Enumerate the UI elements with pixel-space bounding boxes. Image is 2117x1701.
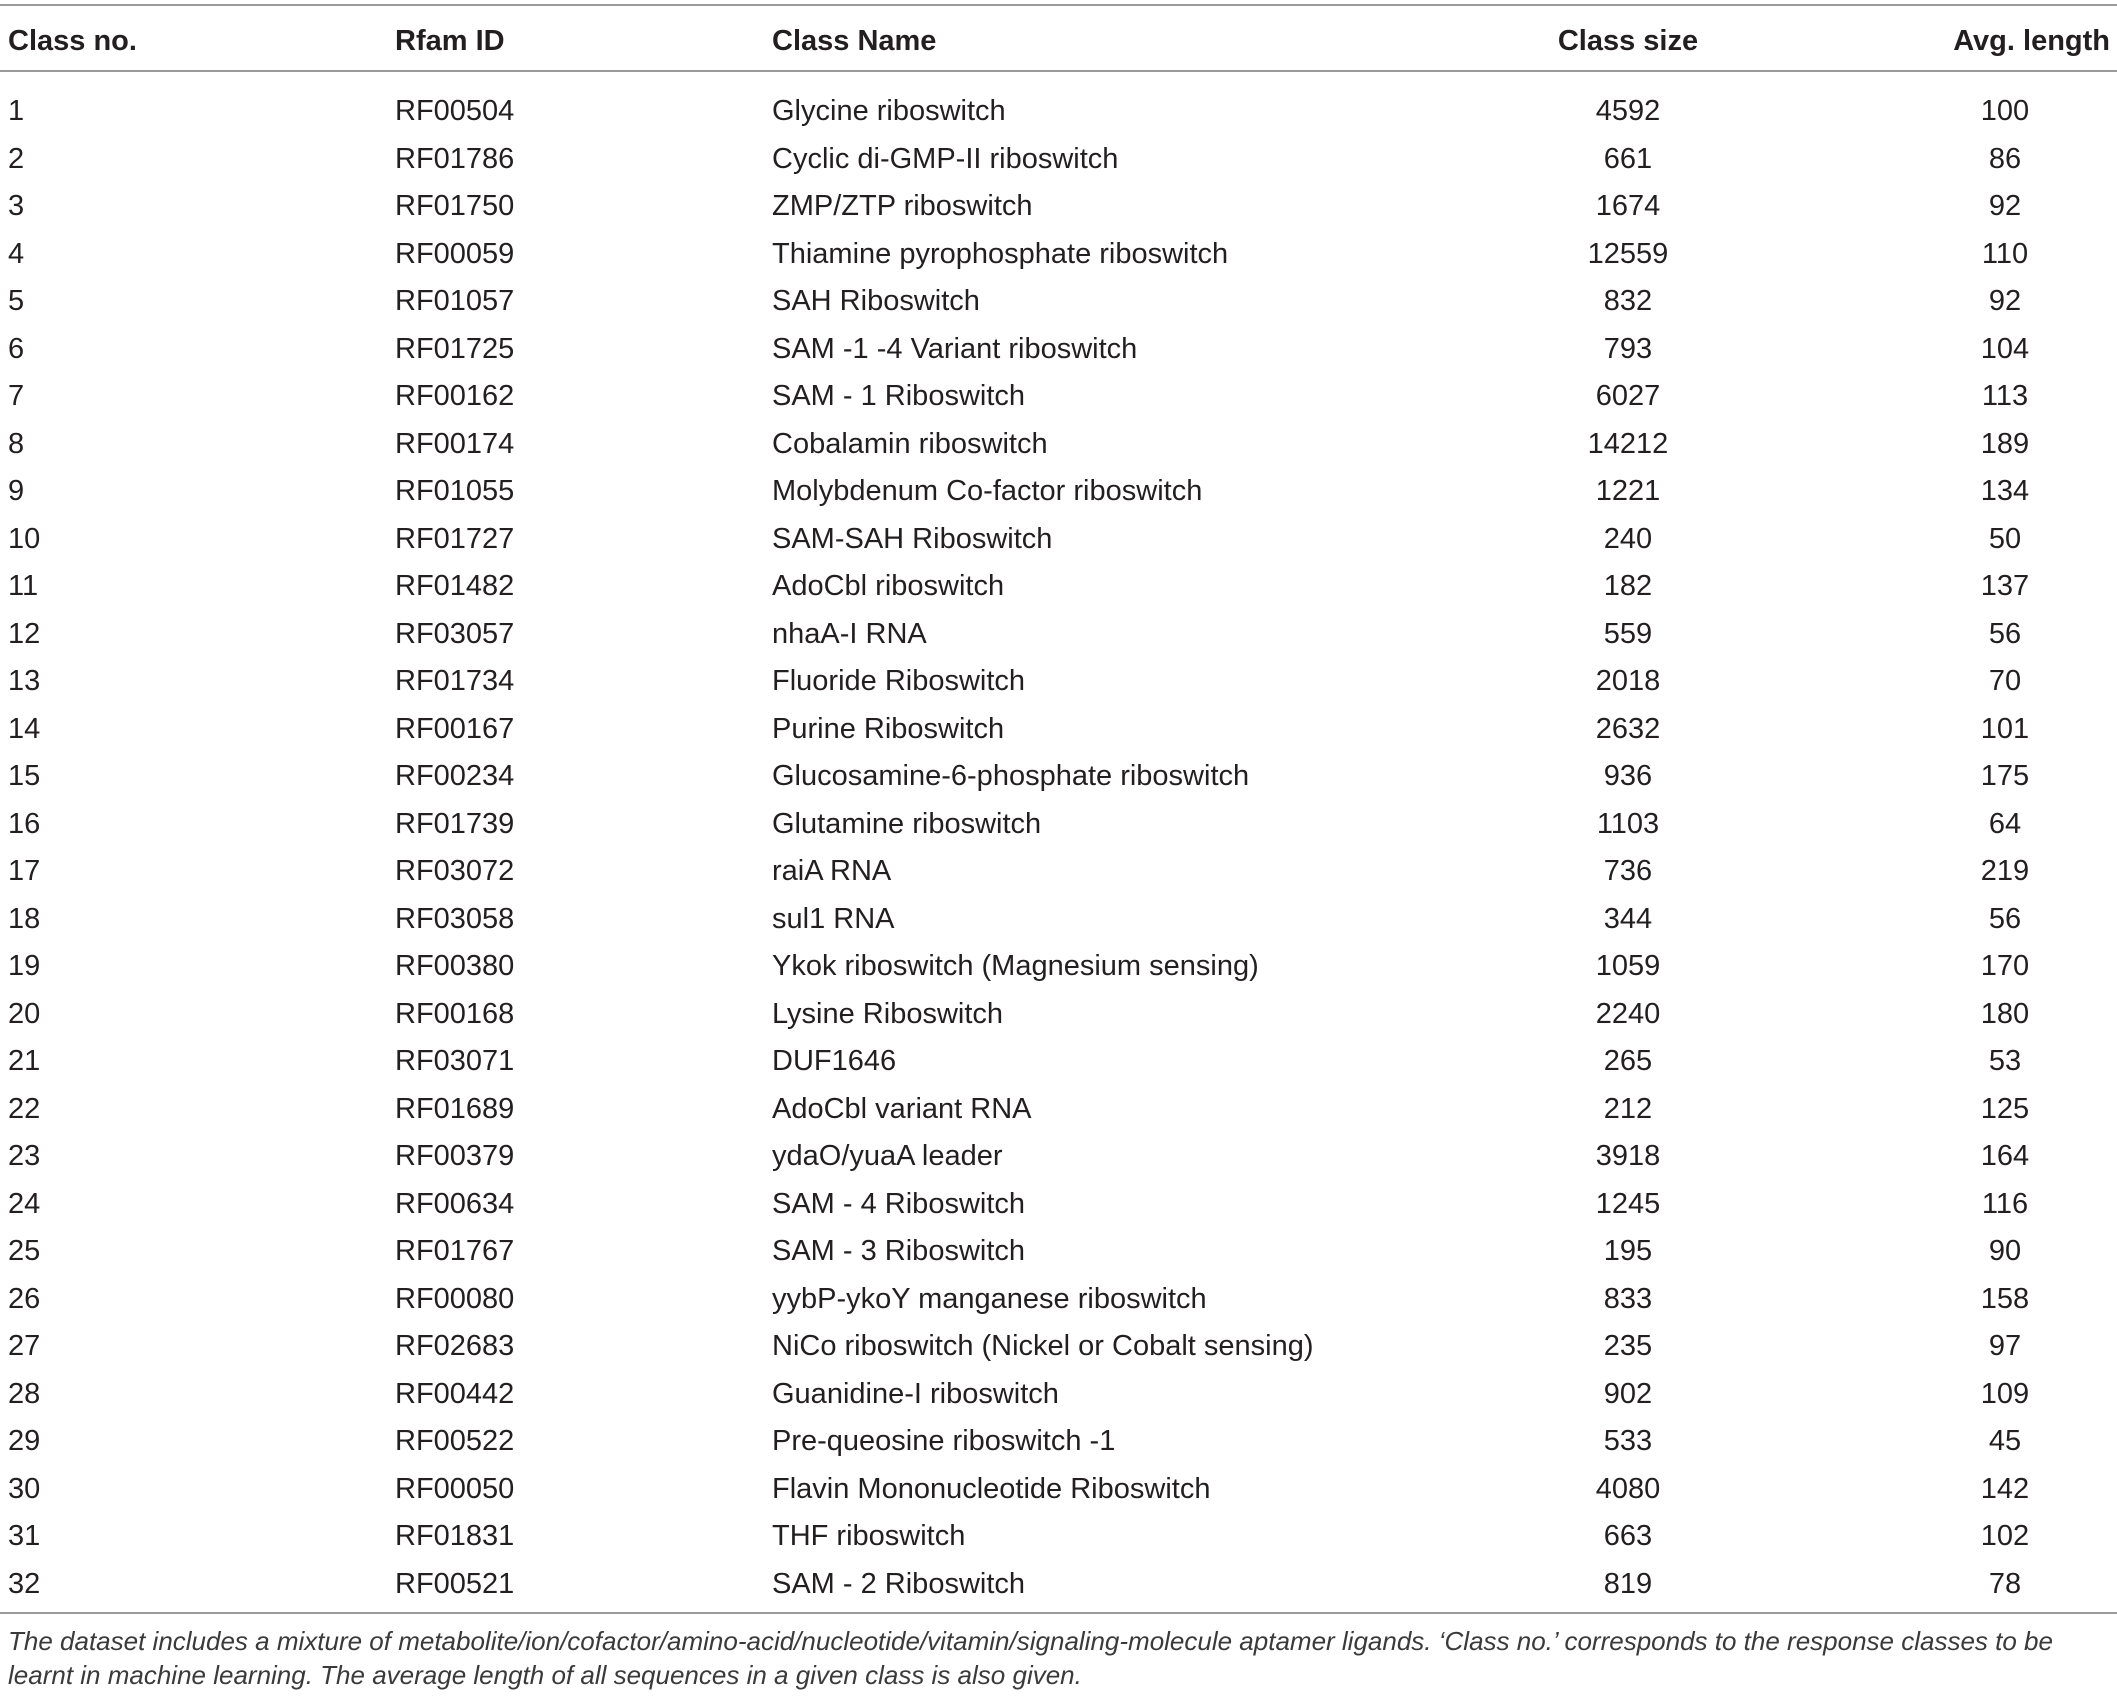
cell-rfam-id: RF00504 — [395, 95, 515, 127]
table-row — [0, 1038, 2117, 1085]
cell-class-size: 661 — [1603, 142, 1653, 175]
cell-avg-length: 142 — [1980, 1472, 2030, 1505]
cell-class-name: raiA RNA — [772, 855, 892, 887]
cell-class-name: SAM -1 -4 Variant riboswitch — [772, 332, 1138, 365]
cell-avg-length: 56 — [1988, 617, 2022, 650]
cell-rfam-id: RF01786 — [395, 142, 515, 175]
cell-class-size: 736 — [1603, 855, 1653, 887]
table-header-row — [0, 18, 2117, 65]
table-row — [0, 1371, 2117, 1418]
cell-class-no: 18 — [8, 902, 41, 935]
cell-class-size: 833 — [1603, 1282, 1653, 1315]
cell-class-name: Cyclic di-GMP-II riboswitch — [772, 142, 1119, 175]
cell-avg-length: 113 — [1981, 380, 2029, 412]
cell-class-size: 1245 — [1595, 1187, 1661, 1220]
table-row — [0, 658, 2117, 705]
cell-rfam-id: RF00174 — [395, 427, 515, 460]
table-top-rule — [0, 4, 2117, 6]
cell-class-size: 559 — [1603, 617, 1653, 650]
table-row — [0, 801, 2117, 848]
cell-class-size: 4592 — [1595, 95, 1661, 127]
table-row — [0, 943, 2117, 990]
cell-class-no: 22 — [8, 1092, 41, 1125]
cell-rfam-id: RF01689 — [395, 1092, 515, 1125]
table-row — [0, 516, 2117, 563]
cell-class-name: nhaA-I RNA — [772, 617, 927, 650]
cell-class-no: 12 — [8, 617, 41, 650]
cell-class-no: 24 — [8, 1187, 41, 1220]
cell-class-name: Glutamine riboswitch — [772, 807, 1042, 840]
cell-class-size: 6027 — [1595, 380, 1661, 412]
cell-class-no: 14 — [8, 712, 41, 745]
cell-class-name: ydaO/yuaA leader — [772, 1140, 1003, 1172]
cell-avg-length: 102 — [1980, 1520, 2030, 1552]
cell-class-size: 3918 — [1595, 1140, 1661, 1172]
cell-class-no: 30 — [8, 1472, 41, 1505]
cell-class-no: 1 — [8, 95, 25, 127]
cell-class-name: Glycine riboswitch — [772, 95, 1006, 127]
cell-class-name: Pre-queosine riboswitch -1 — [772, 1425, 1116, 1457]
cell-class-size: 265 — [1603, 1045, 1653, 1077]
cell-class-size: 2240 — [1595, 997, 1661, 1030]
cell-class-name: SAM - 2 Riboswitch — [772, 1567, 1026, 1600]
table-header-rule — [0, 70, 2117, 72]
cell-rfam-id: RF01482 — [395, 570, 515, 602]
cell-avg-length: 78 — [1988, 1567, 2022, 1600]
cell-class-no: 28 — [8, 1377, 41, 1410]
cell-rfam-id: RF03071 — [395, 1045, 515, 1077]
cell-class-no: 19 — [8, 950, 41, 982]
cell-class-size: 2632 — [1595, 712, 1661, 745]
cell-avg-length: 92 — [1988, 190, 2022, 222]
cell-class-no: 31 — [8, 1520, 41, 1552]
cell-avg-length: 109 — [1980, 1377, 2030, 1410]
cell-class-name: SAM - 3 Riboswitch — [772, 1235, 1026, 1267]
cell-class-name: Molybdenum Co-factor riboswitch — [772, 475, 1203, 507]
table-row — [0, 611, 2117, 658]
cell-class-no: 21 — [8, 1045, 41, 1077]
cell-class-no: 26 — [8, 1282, 41, 1315]
cell-class-size: 2018 — [1595, 665, 1661, 697]
cell-class-name: SAM-SAH Riboswitch — [772, 522, 1053, 555]
cell-class-size: 819 — [1603, 1567, 1653, 1600]
cell-class-no: 8 — [8, 427, 25, 460]
cell-class-no: 20 — [8, 997, 41, 1030]
cell-class-no: 13 — [8, 665, 41, 697]
cell-class-size: 195 — [1603, 1235, 1653, 1267]
cell-rfam-id: RF00162 — [395, 380, 515, 412]
cell-class-size: 12559 — [1587, 237, 1669, 270]
cell-class-no: 32 — [8, 1567, 41, 1600]
cell-class-size: 235 — [1603, 1330, 1653, 1362]
cell-rfam-id: RF00080 — [395, 1282, 515, 1315]
cell-avg-length: 104 — [1980, 332, 2030, 365]
cell-class-no: 27 — [8, 1330, 41, 1362]
cell-rfam-id: RF03057 — [395, 617, 515, 650]
header-class-no: Class no. — [8, 25, 137, 57]
cell-class-no: 2 — [8, 142, 25, 175]
cell-class-size: 936 — [1603, 760, 1653, 792]
table-row — [0, 1418, 2117, 1465]
cell-rfam-id: RF01767 — [395, 1235, 515, 1267]
cell-class-size: 793 — [1603, 332, 1653, 365]
cell-avg-length: 134 — [1980, 475, 2030, 507]
table-row — [0, 421, 2117, 468]
cell-rfam-id: RF01727 — [395, 522, 515, 555]
cell-rfam-id: RF01750 — [395, 190, 515, 222]
table-caption: The dataset includes a mixture of metabolite/ion/cofactor/amino-acid/nucleotide/vitamin/signaling-molecule aptamer ligands. ‘Class no.’ corresponds to the response classes to be learnt in machine learning. The average length of all sequences in a given class is also given. — [8, 1626, 2053, 1690]
cell-class-size: 1103 — [1596, 807, 1660, 840]
cell-avg-length: 86 — [1988, 142, 2022, 175]
cell-class-size: 902 — [1603, 1377, 1653, 1410]
table-row — [0, 373, 2117, 420]
cell-avg-length: 64 — [1988, 807, 2022, 840]
table-row — [0, 136, 2117, 183]
cell-class-name: DUF1646 — [772, 1045, 897, 1077]
cell-avg-length: 189 — [1980, 427, 2030, 460]
cell-avg-length: 100 — [1980, 95, 2030, 127]
cell-avg-length: 137 — [1980, 570, 2030, 602]
cell-class-name: sul1 RNA — [772, 902, 895, 935]
cell-class-name: Guanidine-I riboswitch — [772, 1377, 1059, 1410]
cell-rfam-id: RF01739 — [395, 807, 515, 840]
cell-class-name: Lysine Riboswitch — [772, 997, 1004, 1030]
table-row — [0, 278, 2117, 325]
table-row — [0, 706, 2117, 753]
table-row — [0, 1133, 2117, 1180]
cell-rfam-id: RF01057 — [395, 285, 515, 317]
table-row — [0, 1228, 2117, 1275]
cell-rfam-id: RF00167 — [395, 712, 515, 745]
cell-avg-length: 50 — [1988, 522, 2022, 555]
cell-class-size: 240 — [1603, 522, 1653, 555]
table-row — [0, 1323, 2117, 1370]
cell-avg-length: 116 — [1981, 1187, 2029, 1220]
cell-avg-length: 110 — [1981, 237, 2029, 270]
cell-rfam-id: RF00059 — [395, 237, 515, 270]
header-class-name: Class Name — [772, 25, 937, 57]
cell-class-name: THF riboswitch — [772, 1520, 966, 1552]
cell-rfam-id: RF00379 — [395, 1140, 515, 1172]
cell-class-size: 663 — [1603, 1520, 1653, 1552]
cell-avg-length: 158 — [1980, 1282, 2030, 1315]
cell-rfam-id: RF00050 — [395, 1472, 515, 1505]
cell-avg-length: 56 — [1988, 902, 2022, 935]
table-row — [0, 1513, 2117, 1560]
cell-avg-length: 175 — [1980, 760, 2030, 792]
cell-class-size: 1674 — [1595, 190, 1661, 222]
cell-class-size: 1221 — [1595, 475, 1661, 507]
cell-class-no: 4 — [8, 237, 25, 270]
cell-class-name: Thiamine pyrophosphate riboswitch — [772, 237, 1229, 270]
table-row — [0, 896, 2117, 943]
cell-rfam-id: RF01055 — [395, 475, 515, 507]
cell-class-name: AdoCbl variant RNA — [772, 1092, 1032, 1125]
table-row — [0, 326, 2117, 373]
table-row — [0, 1276, 2117, 1323]
cell-class-no: 7 — [8, 380, 25, 412]
cell-rfam-id: RF03072 — [395, 855, 515, 887]
cell-class-name: Ykok riboswitch (Magnesium sensing) — [772, 950, 1259, 982]
header-class-size: Class size — [1557, 25, 1699, 57]
cell-class-no: 3 — [8, 190, 25, 222]
cell-class-no: 15 — [8, 760, 41, 792]
cell-class-no: 17 — [8, 855, 41, 887]
table-row — [0, 468, 2117, 515]
cell-class-no: 11 — [8, 570, 39, 602]
table-row — [0, 88, 2117, 135]
table-bottom-rule — [0, 1612, 2117, 1614]
cell-class-name: SAM - 1 Riboswitch — [772, 380, 1026, 412]
cell-rfam-id: RF00168 — [395, 997, 515, 1030]
cell-avg-length: 92 — [1988, 285, 2022, 317]
table-row — [0, 183, 2117, 230]
cell-avg-length: 101 — [1980, 712, 2030, 745]
cell-avg-length: 53 — [1988, 1045, 2022, 1077]
cell-class-size: 14212 — [1587, 427, 1669, 460]
cell-class-size: 1059 — [1595, 950, 1661, 982]
cell-class-name: yybP-ykoY manganese riboswitch — [772, 1282, 1207, 1315]
cell-class-size: 832 — [1603, 285, 1653, 317]
cell-avg-length: 90 — [1988, 1235, 2022, 1267]
cell-class-name: Purine Riboswitch — [772, 712, 1005, 745]
cell-class-name: AdoCbl riboswitch — [772, 570, 1005, 602]
table-row — [0, 231, 2117, 278]
cell-rfam-id: RF00521 — [395, 1567, 515, 1600]
cell-class-no: 6 — [8, 332, 25, 365]
header-rfam-id: Rfam ID — [395, 25, 505, 57]
cell-rfam-id: RF03058 — [395, 902, 515, 935]
table-row — [0, 848, 2117, 895]
cell-class-no: 10 — [8, 522, 41, 555]
cell-avg-length: 125 — [1980, 1092, 2030, 1125]
cell-avg-length: 219 — [1980, 855, 2030, 887]
cell-rfam-id: RF01725 — [395, 332, 515, 365]
header-avg-length: Avg. length — [1953, 25, 2110, 57]
cell-class-no: 29 — [8, 1425, 41, 1457]
cell-rfam-id: RF00522 — [395, 1425, 515, 1457]
cell-class-name: SAH Riboswitch — [772, 285, 980, 317]
table-row — [0, 563, 2117, 610]
cell-class-size: 344 — [1603, 902, 1653, 935]
cell-class-name: Cobalamin riboswitch — [772, 427, 1048, 460]
cell-avg-length: 164 — [1980, 1140, 2030, 1172]
cell-class-no: 25 — [8, 1235, 41, 1267]
cell-class-name: Fluoride Riboswitch — [772, 665, 1026, 697]
cell-class-size: 212 — [1603, 1092, 1653, 1125]
cell-avg-length: 170 — [1980, 950, 2030, 982]
table-row — [0, 1466, 2117, 1513]
cell-rfam-id: RF00380 — [395, 950, 515, 982]
cell-class-no: 5 — [8, 285, 25, 317]
cell-class-no: 16 — [8, 807, 41, 840]
cell-avg-length: 45 — [1988, 1425, 2022, 1457]
cell-class-name: ZMP/ZTP riboswitch — [772, 190, 1033, 222]
cell-rfam-id: RF00442 — [395, 1377, 515, 1410]
table-row — [0, 1086, 2117, 1133]
table-row — [0, 1561, 2117, 1608]
cell-class-no: 23 — [8, 1140, 41, 1172]
cell-rfam-id: RF01831 — [395, 1520, 515, 1552]
table-row — [0, 753, 2117, 800]
cell-class-name: Glucosamine-6-phosphate riboswitch — [772, 760, 1250, 792]
cell-rfam-id: RF00234 — [395, 760, 515, 792]
cell-class-name: Flavin Mononucleotide Riboswitch — [772, 1472, 1211, 1505]
cell-avg-length: 70 — [1988, 665, 2022, 697]
cell-class-size: 4080 — [1595, 1472, 1661, 1505]
cell-rfam-id: RF01734 — [395, 665, 515, 697]
cell-class-name: SAM - 4 Riboswitch — [772, 1187, 1026, 1220]
table-row — [0, 991, 2117, 1038]
cell-rfam-id: RF00634 — [395, 1187, 515, 1220]
cell-avg-length: 97 — [1988, 1330, 2022, 1362]
cell-class-no: 9 — [8, 475, 25, 507]
table-row — [0, 1181, 2117, 1228]
cell-class-size: 182 — [1603, 570, 1653, 602]
cell-class-size: 533 — [1603, 1425, 1653, 1457]
cell-rfam-id: RF02683 — [395, 1330, 515, 1362]
cell-avg-length: 180 — [1980, 997, 2030, 1030]
cell-class-name: NiCo riboswitch (Nickel or Cobalt sensing) — [772, 1330, 1314, 1362]
